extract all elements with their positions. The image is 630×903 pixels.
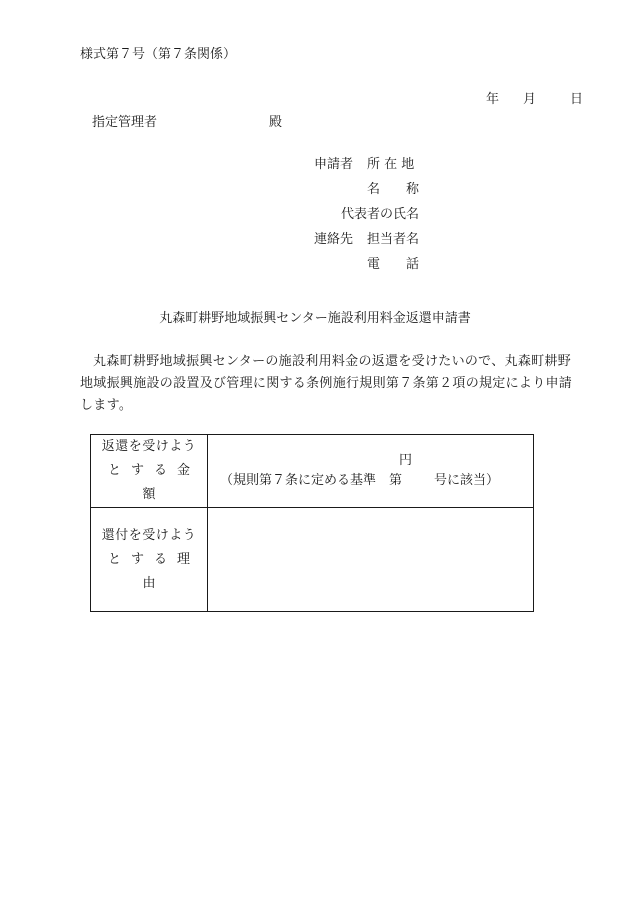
amount-label-cell: [91, 435, 208, 508]
applicant-address-label: 所 在 地: [367, 157, 415, 172]
criteria-suffix: 号に該当）: [434, 473, 500, 488]
criteria-note: [208, 471, 533, 491]
date-month-label: 月: [523, 92, 537, 107]
form-number: 様式第７号（第７条関係）: [80, 47, 237, 62]
criteria-prefix: （規則第７条に定める基準 第: [220, 473, 403, 488]
recipient-line: [92, 115, 283, 131]
request-table: [90, 434, 534, 612]
applicant-group-label: 申請者: [314, 157, 354, 172]
date-day-label: 日: [570, 92, 584, 107]
reason-label-cell: [91, 508, 208, 612]
amount-label-line1: 返還を受けよう: [101, 439, 197, 454]
contact-phone-label: 電 話: [367, 257, 420, 272]
recipient-title: 指定管理者: [92, 115, 158, 130]
document-title: 丸森町耕野地域振興センター施設利用料金返還申請書: [159, 311, 471, 326]
reason-label-line1: 還付を受けよう: [101, 527, 197, 543]
amount-value-cell[interactable]: [208, 435, 534, 508]
date-year-label: 年: [486, 92, 500, 107]
document-body: 丸森町耕野地域振興センターの施設利用料金の返還を受けたいので、丸森町耕野地域振興施設の設置及び管理に関する条例施行規則第７条第２項の規定により申請します。: [80, 354, 573, 413]
recipient-honorific: 殿: [269, 115, 283, 130]
reason-label-line2: とする理由: [107, 551, 200, 591]
yen-unit: 円: [398, 453, 412, 468]
reason-value-cell[interactable]: [208, 508, 534, 612]
contact-group-label: 連絡先: [314, 232, 354, 247]
applicant-name-label: 名 称: [367, 182, 420, 197]
date-line: [486, 92, 583, 108]
applicant-representative-label: 代表者の氏名: [341, 207, 420, 222]
amount-label-line2: とする金額: [107, 463, 200, 502]
amount-row: [91, 435, 534, 508]
contact-person-label: 担当者名: [367, 232, 420, 247]
reason-row: [91, 508, 534, 612]
